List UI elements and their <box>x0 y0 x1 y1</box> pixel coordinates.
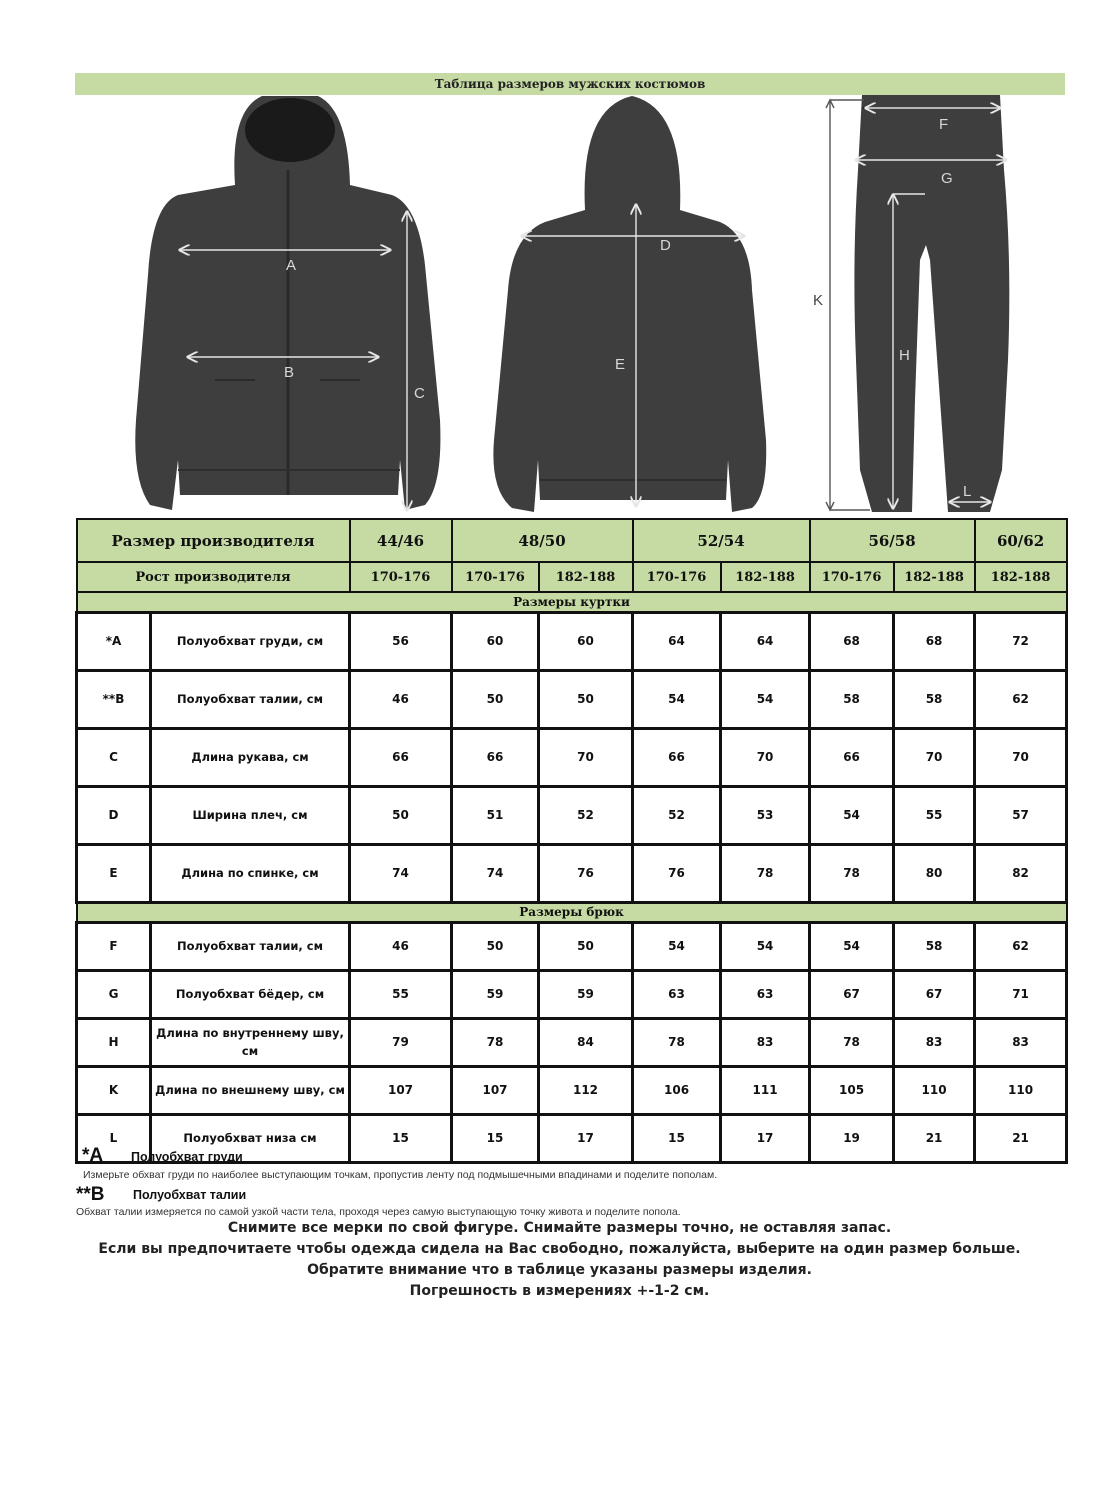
value-cell: 107 <box>452 1066 539 1114</box>
value-cell: 70 <box>539 728 633 786</box>
garment-diagrams <box>0 95 1119 520</box>
instruction-line: Если вы предпочитаете чтобы одежда сидела на Вас свободно, пожалуйста, выберите на один размер больше. <box>98 1241 1021 1257</box>
value-cell: 15 <box>350 1114 452 1162</box>
row-name: Длина по внешнему шву, см <box>151 1066 350 1114</box>
size-table <box>75 518 1068 1164</box>
value-cell: 60 <box>539 612 633 670</box>
value-cell: 66 <box>633 728 721 786</box>
row-code: L <box>77 1114 151 1162</box>
value-cell: 106 <box>633 1066 721 1114</box>
value-cell: 51 <box>452 786 539 844</box>
value-cell: 58 <box>894 670 975 728</box>
value-cell: 17 <box>539 1114 633 1162</box>
value-cell: 79 <box>350 1018 452 1066</box>
value-cell: 58 <box>810 670 894 728</box>
value-cell: 52 <box>633 786 721 844</box>
label-h: H <box>899 347 910 364</box>
value-cell: 19 <box>810 1114 894 1162</box>
jacket-rows <box>77 612 1067 902</box>
jacket-section-title: Размеры куртки <box>77 592 1067 612</box>
value-cell: 17 <box>721 1114 810 1162</box>
instruction-line: Снимите все мерки по свой фигуре. Снимайте размеры точно, не оставляя запас. <box>227 1220 892 1236</box>
height-cell: 170-176 <box>633 562 721 592</box>
label-g: G <box>941 170 953 187</box>
row-code: K <box>77 1066 151 1114</box>
height-label: Рост производителя <box>77 562 350 592</box>
row-name: Длина рукава, см <box>151 728 350 786</box>
value-cell: 50 <box>452 670 539 728</box>
value-cell: 112 <box>539 1066 633 1114</box>
label-k: K <box>813 292 824 309</box>
value-cell: 76 <box>633 844 721 902</box>
value-cell: 62 <box>975 670 1067 728</box>
size-cell: 52/54 <box>633 519 810 562</box>
table-row <box>77 670 1067 728</box>
row-name: Полуобхват талии, см <box>151 670 350 728</box>
table-row <box>77 786 1067 844</box>
row-name: Длина по внутреннему шву, см <box>151 1018 350 1066</box>
table-row <box>77 970 1067 1018</box>
value-cell: 57 <box>975 786 1067 844</box>
table-row <box>77 844 1067 902</box>
value-cell: 70 <box>894 728 975 786</box>
value-cell: 83 <box>721 1018 810 1066</box>
height-cell: 170-176 <box>350 562 452 592</box>
value-cell: 54 <box>633 922 721 970</box>
jacket-front-figure <box>135 96 440 510</box>
value-cell: 54 <box>721 670 810 728</box>
value-cell: 67 <box>894 970 975 1018</box>
label-l: L <box>963 483 972 500</box>
value-cell: 46 <box>350 670 452 728</box>
height-cell: 182-188 <box>539 562 633 592</box>
value-cell: 68 <box>894 612 975 670</box>
value-cell: 67 <box>810 970 894 1018</box>
value-cell: 60 <box>452 612 539 670</box>
value-cell: 21 <box>894 1114 975 1162</box>
table-row <box>77 728 1067 786</box>
value-cell: 46 <box>350 922 452 970</box>
value-cell: 55 <box>350 970 452 1018</box>
value-cell: 50 <box>539 670 633 728</box>
value-cell: 105 <box>810 1066 894 1114</box>
value-cell: 54 <box>721 922 810 970</box>
value-cell: 15 <box>633 1114 721 1162</box>
row-code: **B <box>77 670 151 728</box>
value-cell: 64 <box>633 612 721 670</box>
label-f: F <box>939 116 949 133</box>
value-cell: 71 <box>975 970 1067 1018</box>
value-cell: 52 <box>539 786 633 844</box>
value-cell: 15 <box>452 1114 539 1162</box>
value-cell: 107 <box>350 1066 452 1114</box>
table-row <box>77 922 1067 970</box>
value-cell: 50 <box>350 786 452 844</box>
table-row <box>77 1018 1067 1066</box>
value-cell: 111 <box>721 1066 810 1114</box>
size-cell: 60/62 <box>975 519 1067 562</box>
row-name: Полуобхват низа см <box>151 1114 350 1162</box>
hood-opening <box>245 98 335 162</box>
value-cell: 64 <box>721 612 810 670</box>
jacket-back-figure <box>493 96 766 512</box>
value-cell: 68 <box>810 612 894 670</box>
height-cell: 182-188 <box>975 562 1067 592</box>
label-a: A <box>286 257 297 274</box>
value-cell: 82 <box>975 844 1067 902</box>
pants-section-title: Размеры брюк <box>77 902 1067 922</box>
value-cell: 78 <box>721 844 810 902</box>
value-cell: 110 <box>894 1066 975 1114</box>
size-cell: 56/58 <box>810 519 975 562</box>
table-row <box>77 1066 1067 1114</box>
value-cell: 59 <box>452 970 539 1018</box>
instructions <box>0 1218 1119 1302</box>
value-cell: 63 <box>721 970 810 1018</box>
height-cell: 170-176 <box>810 562 894 592</box>
height-cell: 182-188 <box>894 562 975 592</box>
size-label: Размер производителя <box>77 519 350 562</box>
row-name: Полуобхват груди, см <box>151 612 350 670</box>
height-header-row <box>77 562 1067 592</box>
note-a-mark: *A <box>82 1145 104 1166</box>
value-cell: 72 <box>975 612 1067 670</box>
row-name: Ширина плеч, см <box>151 786 350 844</box>
note-b-title: Полуобхват талии <box>133 1188 247 1202</box>
size-cell: 44/46 <box>350 519 452 562</box>
row-code: H <box>77 1018 151 1066</box>
value-cell: 53 <box>721 786 810 844</box>
value-cell: 83 <box>975 1018 1067 1066</box>
value-cell: 83 <box>894 1018 975 1066</box>
note-a-text: Измерьте обхват груди по наиболее выступающим точкам, пропустив ленту под подмышечными впадинами и поделите пополам. <box>83 1169 718 1181</box>
value-cell: 54 <box>810 786 894 844</box>
value-cell: 54 <box>810 922 894 970</box>
value-cell: 50 <box>539 922 633 970</box>
pants-rows <box>77 922 1067 1162</box>
pants-section-row <box>77 902 1067 922</box>
size-header-row <box>77 519 1067 562</box>
height-cell: 182-188 <box>721 562 810 592</box>
value-cell: 84 <box>539 1018 633 1066</box>
value-cell: 78 <box>633 1018 721 1066</box>
size-cell: 48/50 <box>452 519 633 562</box>
value-cell: 78 <box>810 844 894 902</box>
label-d: D <box>660 237 671 254</box>
value-cell: 56 <box>350 612 452 670</box>
row-code: E <box>77 844 151 902</box>
value-cell: 74 <box>452 844 539 902</box>
note-b-mark: **B <box>76 1184 105 1205</box>
value-cell: 54 <box>633 670 721 728</box>
value-cell: 50 <box>452 922 539 970</box>
pants-figure <box>854 95 1009 512</box>
label-e: E <box>615 356 626 373</box>
value-cell: 66 <box>452 728 539 786</box>
value-cell: 62 <box>975 922 1067 970</box>
height-cell: 170-176 <box>452 562 539 592</box>
row-code: D <box>77 786 151 844</box>
row-code: F <box>77 922 151 970</box>
value-cell: 110 <box>975 1066 1067 1114</box>
note-a-title: Полуобхват груди <box>131 1150 243 1164</box>
row-code: C <box>77 728 151 786</box>
instruction-line: Погрешность в измерениях +-1-2 см. <box>409 1283 710 1299</box>
row-code: *A <box>77 612 151 670</box>
value-cell: 78 <box>452 1018 539 1066</box>
value-cell: 70 <box>975 728 1067 786</box>
value-cell: 70 <box>721 728 810 786</box>
page-title: Таблица размеров мужских костюмов <box>75 73 1065 95</box>
value-cell: 21 <box>975 1114 1067 1162</box>
value-cell: 63 <box>633 970 721 1018</box>
row-name: Полуобхват бёдер, см <box>151 970 350 1018</box>
label-b: B <box>284 364 295 381</box>
value-cell: 66 <box>350 728 452 786</box>
row-name: Полуобхват талии, см <box>151 922 350 970</box>
jacket-section-row <box>77 592 1067 612</box>
value-cell: 66 <box>810 728 894 786</box>
value-cell: 74 <box>350 844 452 902</box>
instruction-line: Обратите внимание что в таблице указаны размеры изделия. <box>307 1262 812 1278</box>
row-code: G <box>77 970 151 1018</box>
note-b-text: Обхват талии измеряется по самой узкой части тела, проходя через самую выступающую точку живота и поделите попола. <box>76 1206 681 1218</box>
value-cell: 55 <box>894 786 975 844</box>
label-c: C <box>414 385 425 402</box>
value-cell: 76 <box>539 844 633 902</box>
table-row <box>77 612 1067 670</box>
row-name: Длина по спинке, см <box>151 844 350 902</box>
value-cell: 80 <box>894 844 975 902</box>
value-cell: 78 <box>810 1018 894 1066</box>
value-cell: 58 <box>894 922 975 970</box>
value-cell: 59 <box>539 970 633 1018</box>
